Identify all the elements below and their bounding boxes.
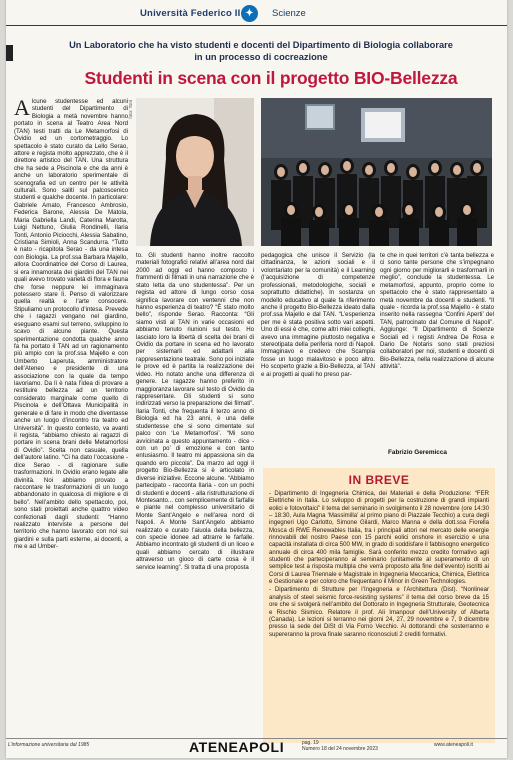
in-breve-item-2: - Dipartimento di Strutture per l’Ingegneria e l’Architettura (Dist). “Nonlinear analysis of steel seismic force-resisting systems” il tema del corso breve da 15 ore che si svolgerà nell’ambito del Dottorato in Ingegneria Strutturale, Geotecnica e Rischio Sismico. Relatore il prof. Ali Imanpour dell’University of Alberta (Canada). Le lezioni si terranno nei giorni 24, 27, 29 novembre e 7, 9 dicembre presso la sede del DiSt di Via Forno Vecchio. Ai dottorandi che sosterranno e supereranno la prova finale saranno riconosciuti 2 crediti formativi. <box>269 587 489 638</box>
left-edge-marker <box>6 45 13 61</box>
portrait-image <box>136 98 254 246</box>
footer-tagline: L’informazione universitaria dal 1985 <box>8 742 90 748</box>
section-name: Scienze <box>272 8 306 19</box>
university-logo-icon: ✦ <box>241 5 258 22</box>
in-breve-item-1: - Dipartimento di Ingegneria Chimica, dei Materiali e della Produzione: “FER Elettriche in Italia. Lo sviluppo di progetti per la costruzione di grandi impianti eolici e fotovoltaici” il tema del seminario in svolgimento il 28 novembre (ore 14:30 – 18:30, Aula Magna ‘Massimilla’ al primo piano di Piazzale Tecchio) a cura degli ingegneri Ugo Carlotto, Simone Gilardi, Marco Manna e della dott.ssa Fiorella Mosca di RWE Renewables Italia, tra i principali attori nel mercato delle energie rinnovabili del nostro Paese con 15 parchi eolici onshore in esercizio e una capacità installata di circa 500 MW, in grado di soddisfare il fabbisogno energetico annuale di circa 400 mila famiglie. Sarà conferito mezzo credito formativo agli studenti che parteciperanno al seminario (unitamente al superamento di un semplice test a risposta multipla che verrà proposto alla fine dell’evento) iscritti ai Corsi di Laurea Triennale e Magistrale in Ingegneria Meccanica, Chimica, Elettrica e Gestionale e per coloro che frequentano il Minor in Green Technologies. <box>269 491 489 586</box>
article-column-1 <box>14 98 128 734</box>
headline: Studenti in scena con il progetto BIO-Bellezza <box>84 68 458 88</box>
photo-credit: foto: Toni <box>128 100 133 119</box>
in-breve-box <box>263 468 495 743</box>
column-3-text: pedagogica che unisce il Servizio (la cittadinanza, le azioni sociali e il volontariato per la comunità) e il Learning (l’acquisizione di competenze professionali, metodologiche, sociali e soprattutto didattiche). In sostanza un modello educativo al quale fa riferimento anche il progetto Bio-Bellezza ideato dalla prof.ssa Majello e dal TAN. “L’esperienza per me è stata positiva sotto vari aspetti. Uno di essi è che, come altri miei colleghi, avevo una immagine piuttosto negativa e stereotipata della periferia nord di Napoli. Immaginavo e credevo che Scampia fosse un luogo malavitoso e poco altro. Ho scoperto grazie a Bio-Bellezza, al TAN e ai progetti ai quali ho preso par- <box>261 252 375 378</box>
newspaper-brand: ATENEAPOLI <box>189 739 285 755</box>
column-1-text: lcune studentesse ed alcuni studenti del Dipartimento di Biologia a metà novembre hanno portato in scena al Teatro Area Nord (TAN) testi tratti da Le Metamorfosi di Ovidio ed un cortometraggio. Lo spettacolo è stato curato da Lello Serao, attore e regista molto apprezzato, che è il direttore artistico del TAN. Una struttura che ha sede a Piscinola e che da anni è anche un laboratorio sperimentale di scenografia ed un centro per le attività culturali. Sono saliti sul palcoscenico studenti e qualche docente. In particolare: Gabriele Amato, Francesco Ambrosio, Federica Barone, Alessia De Matola, Maria Gabriella Landi, Caterina Marotta, Luigi Nettuno, Giulia Rondinelli, Ilaria Tonti, Antonio Piciocchi, Alessia Sabatino, Cristiana Simioli, Anna Scandurra. “Tutto è nato - ricapitola Serao - da una intesa con Biologia. La prof.ssa Barbara Majello, allora Coordinatrice del Corso di Laurea, si era innamorata dei giardini del TAN nei quali avevo trovato varietà di flora e fauna che forse neppure lei immaginava potessero stare lì. Penso di valorizzare quella realtà e l’arte consocere. Stipuliamo un protocollo d’intesa. Prevede che i ragazzi vengano nel giardino, eseguano esami sul terreno, sviluppino lo scavo di alcune piante. Questa sperimentazione condotta qualche anno fa ha portato il TAN ad un ragionamento più ampio con la prof.ssa Majello e con Umberto Laperuta, amministratore dell’Ateneo e presidente di una associazione con la quale da tempo lavoriamo. Da lì è nata l’idea di provare a restituire bellezza ad un territorio considerato marginale come quello di Piscinola e dell’Ottava Municipalità in generale e di fare in modo che diventasse anche un luogo d’incontro tra teatro ed Università”. In questo contesto, va avanti il regista, “abbiamo chiesto ai ragazzi di portare in scena brani delle Metamorfosi di Ovidio”. Scelta non casuale, quella dell’autore latino. “Ci ha dato l’occasione - dice Serao - di ragionare sulle trasformazioni. In Ovidio erano legate alle divinità. Noi abbiamo provato a raccontare le trasformazioni di un luogo abbandonato in qualcosa di migliore e di bello”. Nell’ambito dello spettacolo, poi, sono stati proiettati anche quattro video confezionati dagli studenti: “Hanno realizzato interviste a persone del territorio che hanno lavorato con noi sui giardini e sulla parti esterne, ai docenti, a me e ad Umber- <box>14 98 128 551</box>
newspaper-page <box>6 0 507 758</box>
article-column-3 <box>261 252 375 464</box>
group-photo <box>261 98 492 246</box>
drop-cap: A <box>14 98 30 120</box>
article-column-4 <box>380 252 494 447</box>
in-breve-title: IN BREVE <box>348 473 410 487</box>
footer-page-info <box>302 740 378 752</box>
subheadline: Un Laboratorio che ha visto studenti e docenti del Dipartimento di Biologia collaborare in un processo di cocreazione <box>69 40 453 62</box>
header-rule <box>6 25 507 26</box>
university-name: Università Federico II <box>140 8 241 19</box>
group-image <box>261 98 492 246</box>
student-portrait-photo <box>136 98 254 246</box>
issue-number: Numero 18 del 24 novembre 2023 <box>302 746 378 752</box>
website-link[interactable]: www.ateneapoli.it <box>434 742 473 748</box>
page-footer <box>6 738 507 756</box>
column-4-text: te che in quei territori c’è tanta bellezza e ci sono tante persone che s’impegnano ogni giorno per migliorarli e trasformarli in meglio”, conclude la studentessa. Le metamorfosi, appunto, proprio come lo spettacolo che è stato rappresentato a metà novembre da docenti e studenti. “Il quale - ricorda la prof.ssa Majello - è stato inserito nella rassegna ‘Confini Aperti’ del TAN, patrocinato dal Comune di Napoli”. Aggiunge: “Il Dipartimento di Scienze Sociali ed i registi Andrea De Rosa e Dario De Notaris sono stati preziosi collaboratori per noi, studenti e docenti di Bio-Bellezza, nella realizzazione di alcune attività”. <box>380 252 494 371</box>
column-2-text: to. Gli studenti hanno inoltre raccolto materiali fotografici relativi all’area nord dal 2000 ad oggi ed hanno composto i frammenti di filmati in una narrazione che è stato letta da uno studentessa”. Per un regista ed attore di lungo corso cosa significa lavorare con ventenni che non hanno esperienza di teatro? “È stato molto bello”, risponde Serao. Racconta: “Gli siamo visti al TAN in varie occasioni ed abbiamo tenuto riunioni sul testo. Ho lasciato loro la libertà di scelta dei brani di Ovidio da portare in scena ed ho lavorato per sistemarli ed adattarli alla rappresentazione teatrale. Sono poi iniziate le prove ed è partita la realizzazione dei video. Ho notato anche una differenza di genere. Le ragazze hanno preferito in maggioranza lavorare sul testo di Ovidio da rappresentare. Gli studenti si sono indirizzati verso la preparazione dei filmati”. Ilaria Tonti, che frequenta il terzo anno di Biologia ed ha 23 anni, è una delle studentesse che si sono cimentate sul palco con ‘Le Metamorfosi’. “Mi sono avvicinata a questo appuntamento - dice - con un po’ di emozione e con tanto entusiasmo. Il teatro mi appassiona sin da quando ero piccola”. Da marzo ad oggi il progetto Bio-Bellezza si è articolato in diverse iniziative. Eccone alcune. “Abbiamo partecipato - racconta Ilaria - con un pochi di studenti e docenti - alla ristrutturazione di Montesanto... con semplicemente di farfalle e piante nel complesso universitario di Monte Sant’Angelo e nell’area nord di Napoli. A Monte Sant’Angelo abbiamo realizzato e curato l’aiuola della bellezza, con specie idonee ad attrarre le farfalle. Abbiamo incontrato gli studenti di un liceo e quali abbiamo cercato di illustrare attraverso un gioco di carte cosa è il service learning”. Si tratta di una proposta <box>136 252 254 571</box>
article-author: Fabrizio Geremicca <box>388 449 447 456</box>
header-bar <box>6 5 507 23</box>
page-number: pag. 19 <box>302 740 319 746</box>
article-column-2 <box>136 252 254 736</box>
in-breve-body <box>269 491 489 640</box>
